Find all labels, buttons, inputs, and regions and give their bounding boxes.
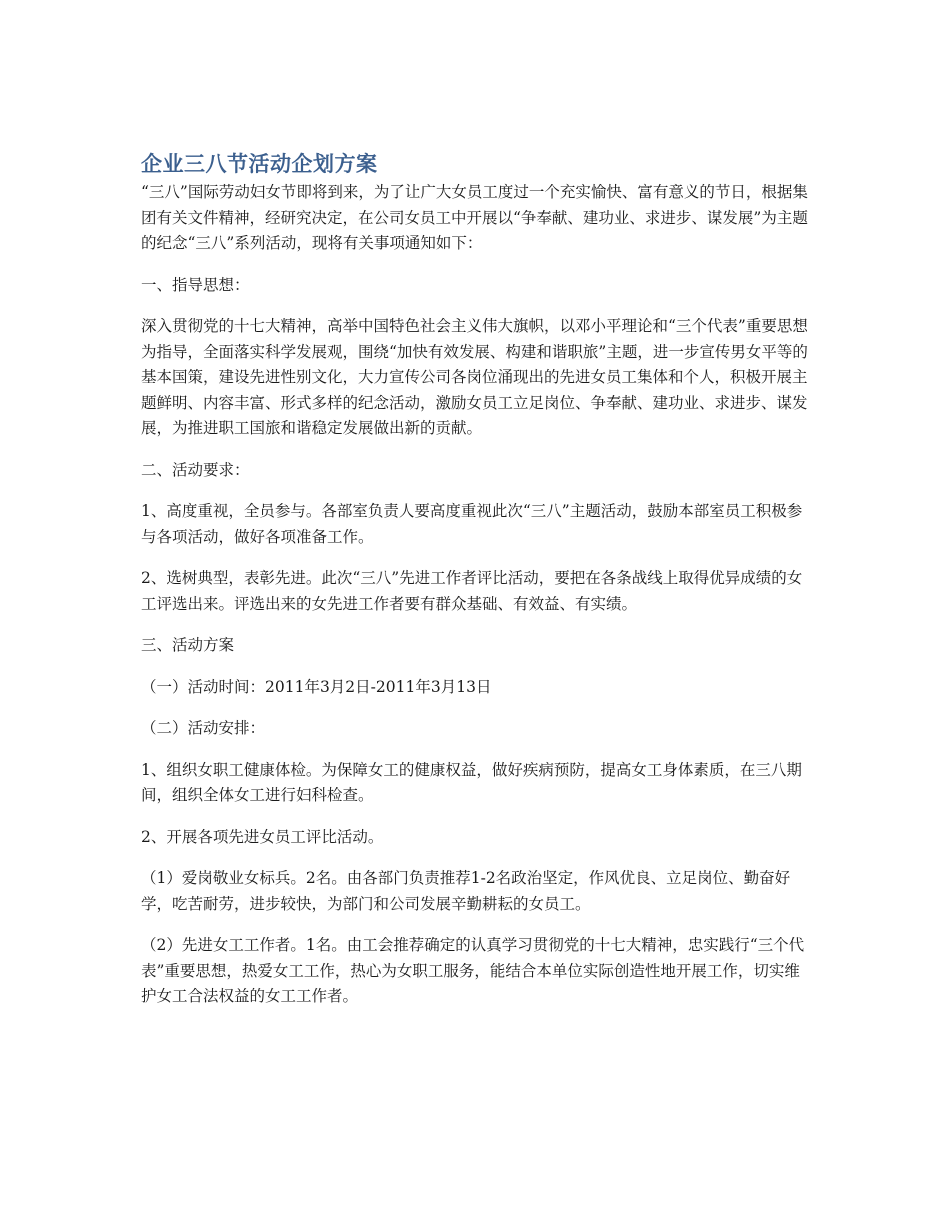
award-item-2: （2）先进女工工作者。1名。由工会推荐确定的认真学习贯彻党的十七大精神，忠实践行“三个代表”重要思想，热爱女工工作，热心为女职工服务，能结合本单位实际创造性地开展工作，切实维护女工合法权益的女工工作者。 [141,936,805,1005]
plan-arrangement-heading: （二）活动安排： [141,719,266,737]
intro-paragraph: “三八”国际劳动妇女节即将到来，为了让广大女员工度过一个充实愉快、富有意义的节日，根据集团有关文件精神，经研究决定，在公司女员工中开展以“争奉献、建功业、求进步、谋发展”为主题的纪念“三八”系列活动，现将有关事项通知如下： [141,183,808,252]
plan-time: （一）活动时间：2011年3月2日-2011年3月13日 [141,677,492,696]
document-title: 企业三八节活动企划方案 [141,152,378,176]
section-heading-plan: 三、活动方案 [141,636,235,654]
guiding-thought-paragraph: 深入贯彻党的十七大精神，高举中国特色社会主义伟大旗帜，以邓小平理论和“三个代表”重要思想为指导，全面落实科学发展观，围绕“加快有效发展、构建和谐职旅”主题，进一步宣传男女平等的基本国策，建设先进性别文化，大力宣传公司各岗位涌现出的先进女员工集体和个人，积极开展主题鲜明、内容丰富、形式多样的纪念活动，激励女员工立足岗位、争奉献、建功业、求进步、谋发展，为推进职工国旅和谐稳定发展做出新的贡献。 [141,317,808,437]
section-heading-guiding-thought: 一、指导思想： [141,275,250,294]
arrangement-item-2: 2、开展各项先进女员工评比活动。 [141,827,384,846]
document-page [141,148,813,1026]
section-heading-requirements: 二、活动要求： [141,460,250,479]
requirement-item-1: 1、高度重视，全员参与。各部室负责人要高度重视此次“三八”主题活动，鼓励本部室员工积极参与各项活动，做好各项准备工作。 [141,502,803,546]
requirement-item-2: 2、选树典型，表彰先进。此次“三八”先进工作者评比活动，要把在各条战线上取得优异成绩的女工评选出来。评选出来的女先进工作者要有群众基础、有效益、有实绩。 [141,569,803,613]
arrangement-item-1: 1、组织女职工健康体检。为保障女工的健康权益，做好疾病预防，提高女工身体素质，在三八期间，组织全体女工进行妇科检查。 [141,760,802,804]
award-item-1: （1）爱岗敬业女标兵。2名。由各部门负责推荐1-2名政治坚定，作风优良、立足岗位、勤奋好学，吃苦耐劳，进步较快，为部门和公司发展辛勤耕耘的女员工。 [141,869,791,913]
